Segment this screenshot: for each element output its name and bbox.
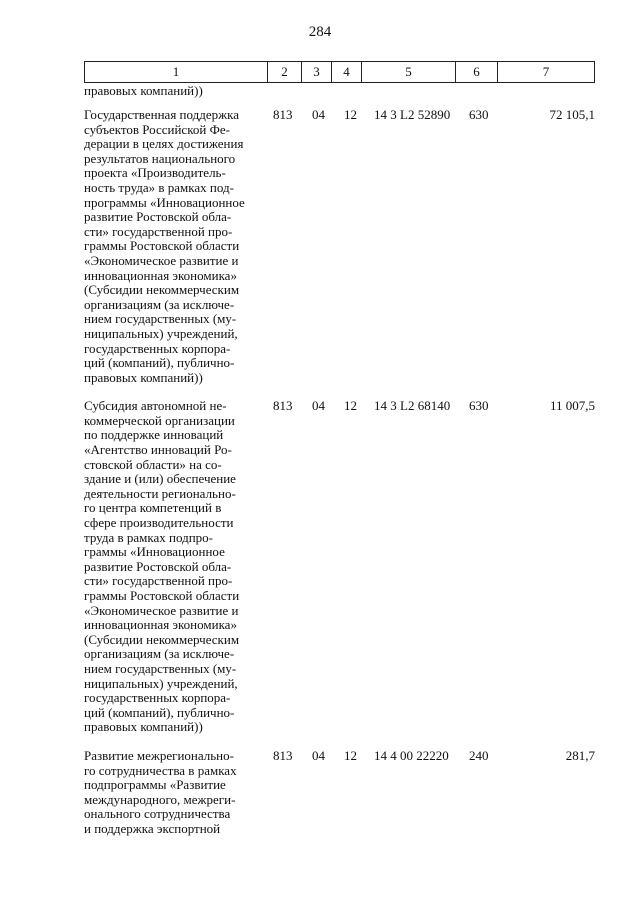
row-c5: 14 3 L2 68140 (374, 398, 451, 414)
row-c5: 14 4 00 22220 (374, 747, 449, 763)
table-row (84, 749, 595, 837)
table-header (84, 61, 595, 83)
header-col-5: 5 (362, 62, 456, 82)
row-c3: 04 (312, 398, 325, 414)
row-description: Субсидия автономной не- коммерческой организации по поддержке инноваций «Агентство инноваций Ро- стовской области» на со- здание и (или) обеспечение деятельности регионально- го центра компетенций в сфере производительности труда в рамках подпро- граммы «Инновационное развитие Ростовской обла- сти» государственной про- граммы Ростовской области «Экономическое развитие и инновационная экономика» (Субсидии некоммерческим организациям (за исключе- нием государственных (му- ниципальных) учреждений, государственных корпора- ций (компаний), публично- правовых компаний)) (84, 398, 240, 735)
row-c7: 11 007,5 (549, 398, 595, 414)
row-c4: 12 (344, 398, 357, 414)
row-c7: 281,7 (565, 747, 595, 763)
header-col-6: 6 (456, 62, 498, 82)
header-col-2: 2 (268, 62, 302, 82)
continuation-text: правовых компаний)) (84, 83, 203, 98)
row-c5: 14 3 L2 52890 (374, 107, 451, 122)
row-c4: 12 (344, 107, 357, 122)
header-col-3: 3 (302, 62, 332, 82)
row-c3: 04 (312, 107, 325, 122)
header-col-4: 4 (332, 62, 362, 82)
page-number: 284 (308, 24, 332, 40)
row-c7: 72 105,1 (549, 107, 595, 122)
row-c4: 12 (344, 747, 357, 763)
table-body (84, 108, 595, 851)
row-c6: 630 (469, 107, 489, 122)
row-c2: 813 (273, 107, 293, 122)
row-c2: 813 (273, 747, 293, 763)
row-c6: 240 (469, 747, 489, 763)
header-col-1: 1 (85, 62, 268, 82)
row-description: Государственная поддержка субъектов Российской Фе- дерации в целях достижения результатов национального проекта «Производитель- ность труда» в рамках под- программы «Инновационное развитие Ростовской обла- сти» государственной про- граммы Ростовской области «Экономическое развитие и инновационная экономика» (Субсидии некоммерческим организациям (за исключе- нием государственных (му- ниципальных) учреждений, государственных корпора- ций (компаний), публично- правовых компаний)) (84, 107, 245, 385)
header-col-7: 7 (542, 64, 550, 79)
table-row (84, 399, 595, 735)
row-c6: 630 (469, 398, 489, 414)
row-c3: 04 (312, 747, 325, 763)
table-row (84, 108, 595, 385)
row-description: Развитие межрегионально- го сотрудничества в рамках подпрограммы «Развитие международного, межреги- онального сотрудничества и поддержка экспортной (84, 747, 237, 836)
row-c2: 813 (273, 398, 293, 414)
